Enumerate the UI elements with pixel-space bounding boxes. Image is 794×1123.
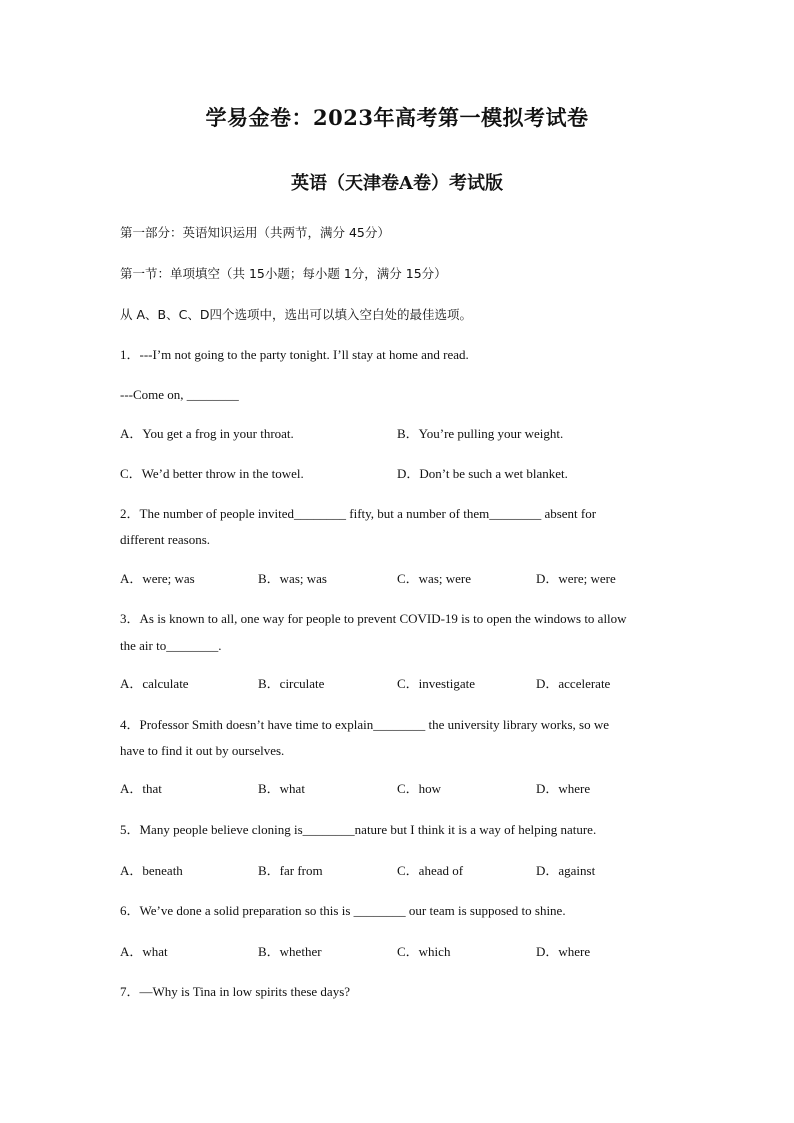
question-5-option-d: D．against bbox=[536, 863, 596, 878]
question-1-option-b: B．You’re pulling your weight. bbox=[397, 426, 564, 441]
question-6-option-a: A．what bbox=[120, 944, 168, 959]
exam-subtitle: 英语（天津卷A卷）考试版 bbox=[291, 173, 503, 194]
question-3-option-d: D．accelerate bbox=[536, 676, 611, 691]
question-4-option-a: A．that bbox=[120, 781, 162, 796]
instruction-text: 从 A、B、C、D四个选项中，选出可以填入空白处的最佳选项。 bbox=[120, 307, 472, 322]
question-2-stem-cont: different reasons. bbox=[120, 532, 211, 547]
question-3-option-c: C．investigate bbox=[397, 676, 475, 691]
question-6-option-b: B．whether bbox=[258, 944, 322, 959]
part-heading: 第一部分：英语知识运用（共两节，满分 45分） bbox=[120, 225, 390, 240]
question-4-stem-cont: have to find it out by ourselves. bbox=[120, 743, 285, 758]
question-5-option-b: B．far from bbox=[258, 863, 323, 878]
question-3-stem-cont: the air to________. bbox=[120, 638, 222, 653]
question-2-option-a: A．were; was bbox=[120, 571, 195, 586]
question-2-option-b: B．was; was bbox=[258, 571, 327, 586]
question-4-stem: 4．Professor Smith doesn’t have time to explain________ the university library works, so we bbox=[120, 717, 609, 732]
question-3-option-b: B．circulate bbox=[258, 676, 325, 691]
question-4-option-c: C．how bbox=[397, 781, 442, 796]
question-2-option-c: C．was; were bbox=[397, 571, 472, 586]
question-6-option-c: C．which bbox=[397, 944, 451, 959]
question-5-option-a: A．beneath bbox=[120, 863, 183, 878]
question-6-stem: 6．We’ve done a solid preparation so this is ________ our team is supposed to shine. bbox=[120, 903, 566, 918]
question-3-option-a: A．calculate bbox=[120, 676, 189, 691]
subsection-heading: 第一节：单项填空（共 15小题；每小题 1分，满分 15分） bbox=[120, 266, 447, 281]
question-1-option-d: D．Don’t be such a wet blanket. bbox=[397, 466, 568, 481]
question-5-option-c: C．ahead of bbox=[397, 863, 464, 878]
question-2-option-d: D．were; were bbox=[536, 571, 616, 586]
question-7-stem: 7．—Why is Tina in low spirits these days? bbox=[120, 984, 351, 999]
question-2-stem: 2．The number of people invited________ fifty, but a number of them________ absent for bbox=[120, 506, 597, 521]
question-1-option-a: A．You get a frog in your throat. bbox=[120, 426, 294, 441]
question-6-option-d: D．where bbox=[536, 944, 591, 959]
question-1-stem: 1．---I’m not going to the party tonight. I’ll stay at home and read. bbox=[120, 347, 469, 362]
exam-title: 学易金卷：2023年高考第一模拟考试卷 bbox=[205, 105, 589, 130]
question-1-reply: ---Come on, ________ bbox=[120, 387, 239, 402]
question-5-stem: 5．Many people believe cloning is________nature but I think it is a way of helping nature. bbox=[120, 822, 597, 837]
question-4-option-b: B．what bbox=[258, 781, 305, 796]
question-3-stem: 3．As is known to all, one way for people to prevent COVID-19 is to open the windows to allow bbox=[120, 611, 627, 626]
question-4-option-d: D．where bbox=[536, 781, 591, 796]
question-1-option-c: C．We’d better throw in the towel. bbox=[120, 466, 304, 481]
